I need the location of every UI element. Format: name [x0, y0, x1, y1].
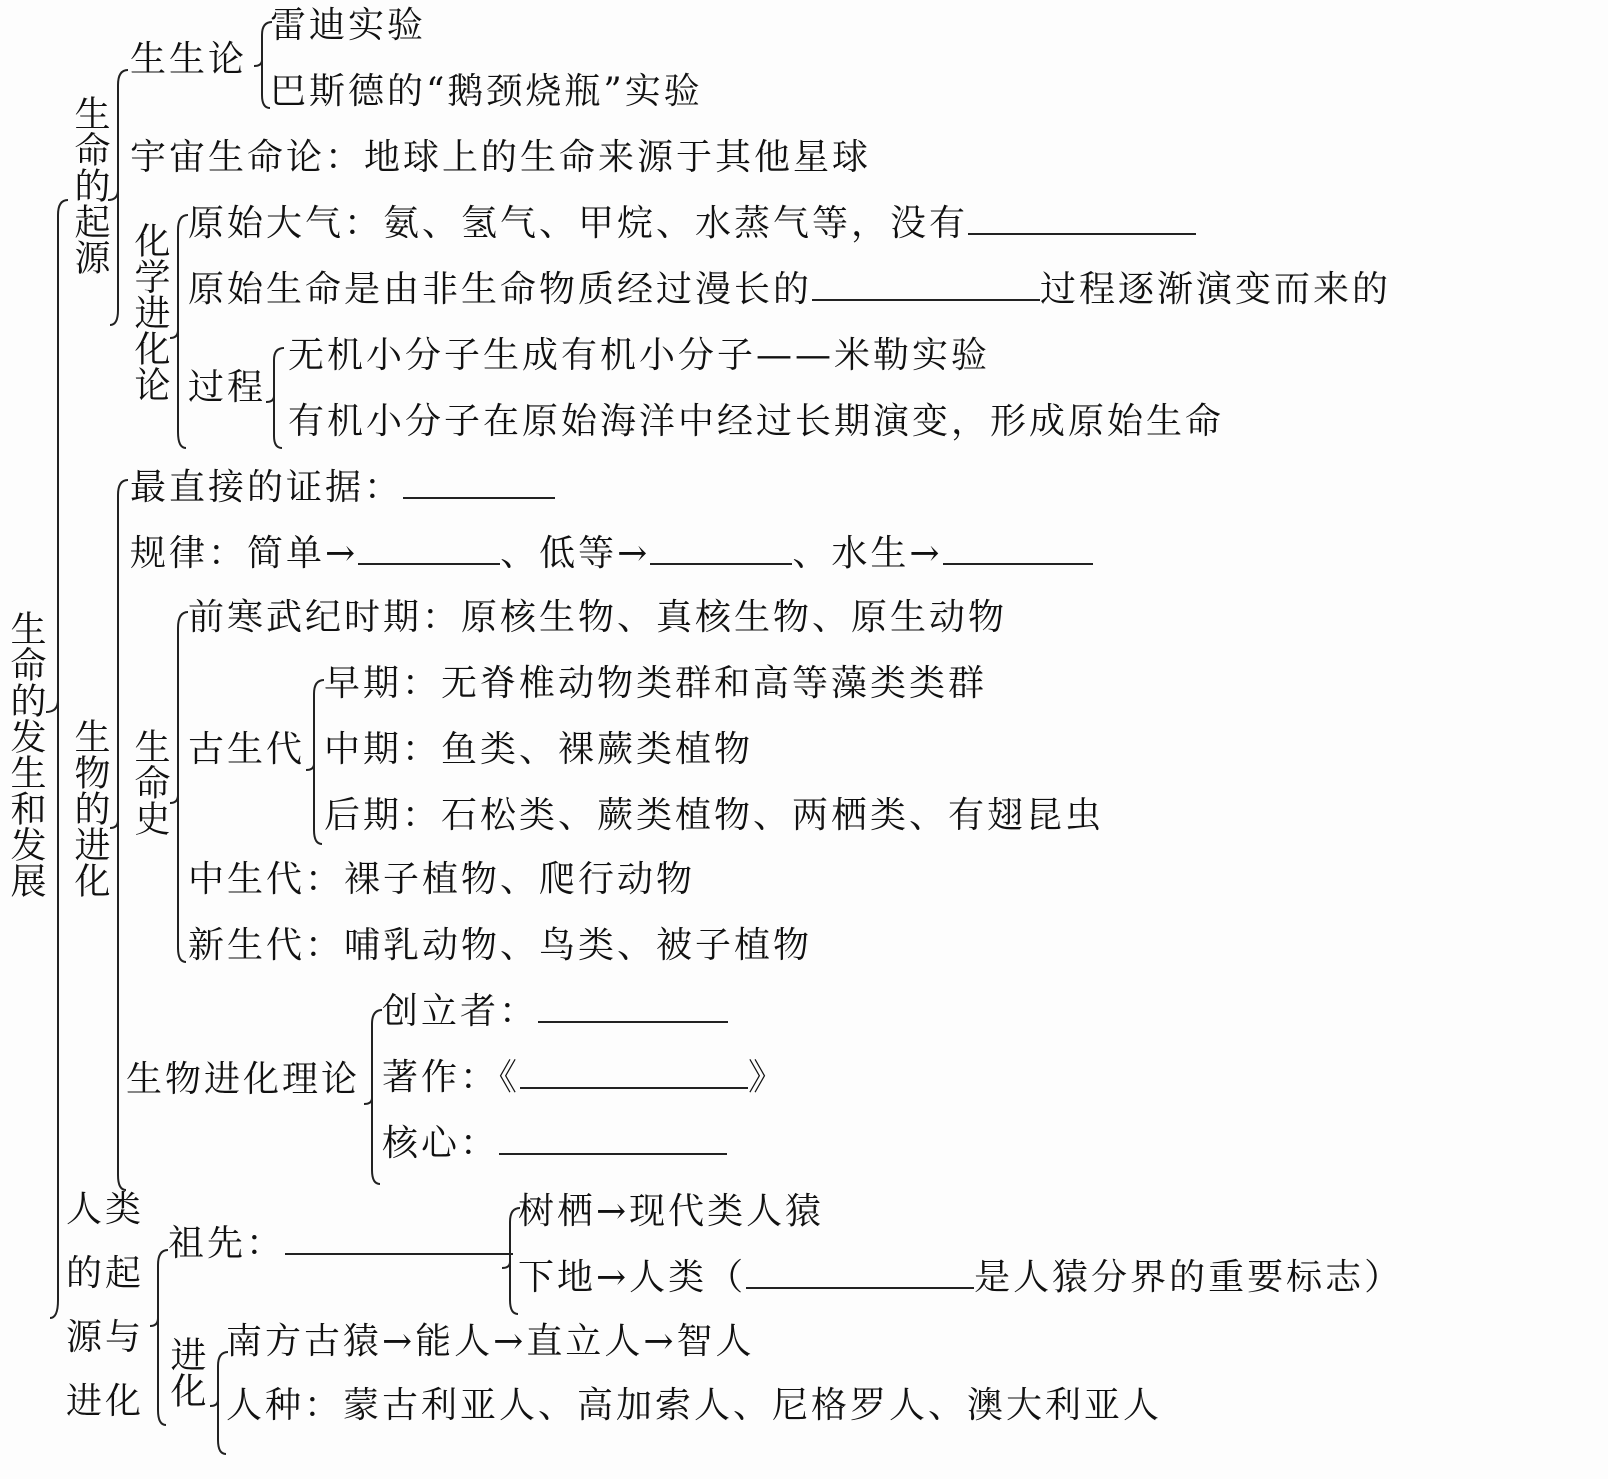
- cosmic-theory: 宇宙生命论：地球上的生命来源于其他星球: [130, 137, 872, 178]
- chemical-label: 化学进化论: [129, 222, 170, 402]
- mesozoic: 中生代：裸子植物、爬行动物: [188, 859, 696, 900]
- work-pre: 著作：《: [382, 1057, 521, 1098]
- human-label-line-2: 的起: [66, 1253, 145, 1294]
- rule-line: [130, 532, 1093, 576]
- ancestor-blank[interactable]: [285, 1223, 513, 1255]
- origin-label: 生命的起源: [69, 95, 110, 275]
- root-brace: [46, 200, 68, 1318]
- core-blank[interactable]: [499, 1123, 727, 1155]
- theory-label: 生物进化理论: [126, 1059, 361, 1100]
- pasteur-experiment: 巴斯德的“鹅颈烧瓶”实验: [270, 71, 703, 112]
- ground-line: [518, 1256, 1403, 1300]
- founder-text: 创立者：: [382, 991, 539, 1032]
- paleozoic-early: 早期：无脊椎动物类群和高等藻类类群: [324, 663, 988, 704]
- ancestor-line: [168, 1222, 513, 1266]
- ground-pre: 下地→人类（: [518, 1257, 747, 1298]
- process-label: 过程: [188, 367, 267, 408]
- work-post: 》: [748, 1057, 788, 1098]
- core-text: 核心：: [382, 1123, 500, 1164]
- human-evolution-label: 进化: [165, 1336, 206, 1408]
- atmosphere-text: 原始大气：氨、氢气、甲烷、水蒸气等，没有: [188, 203, 969, 244]
- redi-experiment: 雷迪实验: [270, 5, 427, 46]
- evidence-text: 最直接的证据：: [130, 467, 404, 508]
- paleozoic-late: 后期：石松类、蕨类植物、两栖类、有翅昆虫: [324, 795, 1105, 836]
- rule-blank-1[interactable]: [358, 533, 500, 565]
- ancestor-label: 祖先：: [168, 1223, 286, 1264]
- evolution-label: 生物的进化: [69, 718, 110, 898]
- paleozoic-label: 古生代: [188, 729, 306, 770]
- rule-blank-2[interactable]: [650, 533, 792, 565]
- paleozoic-middle: 中期：鱼类、裸蕨类植物: [324, 729, 754, 770]
- atmosphere-line: [188, 202, 1196, 246]
- primitive-life-line: [188, 268, 1391, 312]
- chemical-brace: [170, 215, 188, 448]
- primitive-life-blank[interactable]: [812, 269, 1040, 301]
- precambrian: 前寒武纪时期：原核生物、真核生物、原生动物: [188, 597, 1008, 638]
- human-label-line-4: 进化: [66, 1381, 145, 1422]
- rule-prefix: 规律：简单→: [130, 533, 359, 574]
- work-line: [382, 1056, 787, 1100]
- ground-blank[interactable]: [746, 1257, 974, 1289]
- ground-post: 是人猿分界的重要标志）: [974, 1257, 1404, 1298]
- human-evolution-line: 南方古猿→能人→直立人→智人: [226, 1321, 755, 1362]
- process-step2: 有机小分子在原始海洋中经过长期演变，形成原始生命: [288, 401, 1225, 442]
- root-label: 生命的发生和发展: [5, 610, 46, 898]
- primitive-life-pre: 原始生命是由非生命物质经过漫长的: [188, 269, 813, 310]
- process-step1: 无机小分子生成有机小分子——米勒实验: [288, 335, 991, 376]
- tree-dwelling: 树栖→现代类人猿: [518, 1191, 825, 1232]
- founder-line: [382, 990, 728, 1034]
- cenozoic: 新生代：哺乳动物、鸟类、被子植物: [188, 925, 813, 966]
- founder-blank[interactable]: [538, 991, 728, 1023]
- human-races: 人种：蒙古利亚人、高加索人、尼格罗人、澳大利亚人: [226, 1385, 1163, 1426]
- core-line: [382, 1122, 727, 1166]
- atmosphere-blank[interactable]: [968, 203, 1196, 235]
- human-label-line-1: 人类: [66, 1189, 145, 1230]
- human-label-line-3: 源与: [66, 1317, 145, 1358]
- paleozoic-brace: [306, 680, 324, 844]
- evidence-blank[interactable]: [403, 467, 555, 499]
- origin-brace: [108, 70, 128, 325]
- history-brace: [170, 612, 188, 962]
- primitive-life-post: 过程逐渐演变而来的: [1040, 269, 1392, 310]
- rule-blank-3[interactable]: [943, 533, 1093, 565]
- rule-mid2: 、水生→: [792, 533, 943, 574]
- process-brace: [266, 348, 284, 448]
- evidence-line: [130, 466, 555, 510]
- work-blank[interactable]: [520, 1057, 748, 1089]
- rule-mid1: 、低等→: [500, 533, 651, 574]
- theory-brace: [364, 1010, 382, 1184]
- history-label: 生命史: [129, 728, 170, 836]
- spontaneous-label: 生生论: [130, 39, 248, 80]
